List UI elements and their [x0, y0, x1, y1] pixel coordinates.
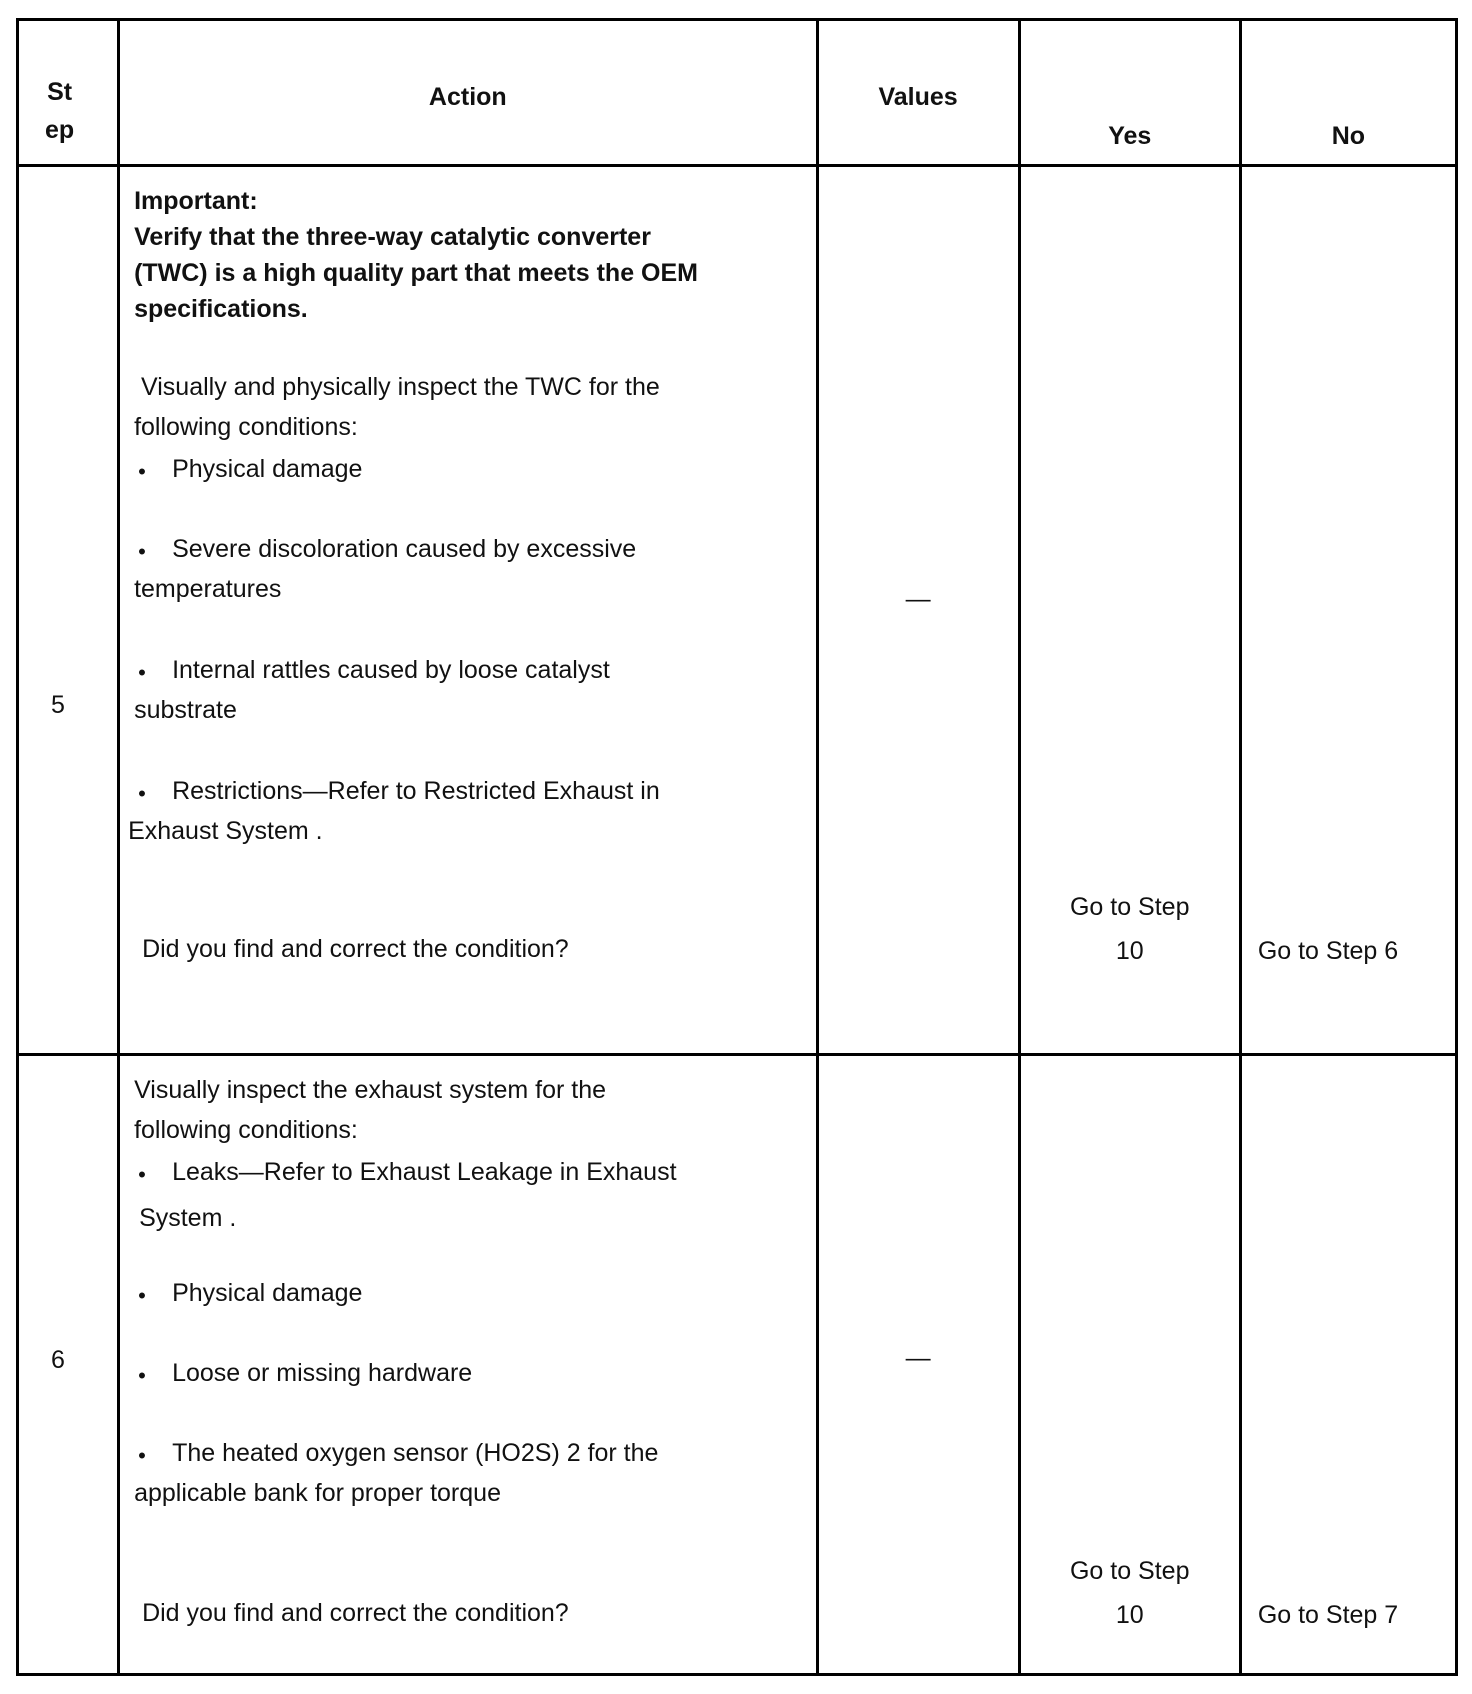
- bullet-icon: •: [138, 539, 146, 564]
- bullet-text-continued: applicable bank for proper torque: [134, 1479, 501, 1507]
- bullet-text: Leaks—Refer to Exhaust Leakage in Exhaust: [172, 1158, 677, 1186]
- bullet-text-continued: System .: [139, 1204, 237, 1232]
- header-action-label: Action: [428, 83, 507, 111]
- bullet-icon: •: [138, 459, 146, 484]
- important-text-line: Verify that the three-way catalytic converter: [134, 223, 651, 251]
- yes-goto-step: 10: [1115, 937, 1144, 965]
- header-yes-label: Yes: [1108, 122, 1152, 150]
- table-row-step-5: [18, 166, 1457, 1055]
- yes-cell: [1019, 166, 1240, 1055]
- header-values-label: Values: [878, 83, 958, 111]
- bullet-text: Internal rattles caused by loose catalyst: [172, 656, 610, 684]
- no-goto-text: Go to Step 6: [1257, 937, 1399, 965]
- bullet-text-continued: Exhaust System .: [128, 817, 323, 845]
- action-cell: [119, 1055, 817, 1675]
- bullet-icon: •: [138, 781, 146, 806]
- header-yes: [1019, 20, 1240, 166]
- step-cell: [18, 1055, 119, 1675]
- intro-text-line: following conditions:: [134, 1116, 358, 1144]
- intro-text-line: Visually inspect the exhaust system for the: [134, 1076, 607, 1104]
- intro-text-line: following conditions:: [134, 413, 358, 441]
- bullet-text: The heated oxygen sensor (HO2S) 2 for the: [172, 1439, 659, 1467]
- bullet-icon: •: [138, 660, 146, 685]
- step-number: 6: [51, 1346, 65, 1374]
- bullet-text-continued: temperatures: [134, 575, 282, 603]
- bullet-text-continued: substrate: [134, 696, 237, 724]
- bullet-icon: •: [138, 1363, 146, 1388]
- action-cell: [119, 166, 817, 1055]
- yes-goto-step: 10: [1115, 1601, 1144, 1629]
- header-step: [18, 20, 119, 166]
- intro-text-line: Visually and physically inspect the TWC for the: [134, 373, 660, 401]
- bullet-icon: •: [138, 1283, 146, 1308]
- bullet-text: Loose or missing hardware: [172, 1359, 473, 1387]
- table-header-row: [18, 20, 1457, 166]
- step-cell: [18, 166, 119, 1055]
- values-cell: [817, 1055, 1019, 1675]
- no-goto-text: Go to Step 7: [1257, 1601, 1399, 1629]
- yes-goto-text: Go to Step: [1069, 893, 1190, 921]
- header-step-label: St ep: [45, 78, 75, 144]
- important-label: Important:: [134, 187, 258, 215]
- step-number: 5: [51, 691, 65, 719]
- bullet-text: Physical damage: [172, 455, 363, 483]
- important-text-line: (TWC) is a high quality part that meets the OEM: [134, 259, 698, 287]
- header-no: [1240, 20, 1456, 166]
- header-no-label: No: [1331, 122, 1366, 150]
- values-text: —: [905, 585, 931, 613]
- table-row-step-6: [18, 1055, 1457, 1675]
- diagnostic-table-page: [16, 18, 1458, 1674]
- bullet-text: Physical damage: [172, 1279, 363, 1307]
- question-text: Did you find and correct the condition?: [142, 935, 569, 963]
- header-values: [817, 20, 1019, 166]
- bullet-text: Restrictions—Refer to Restricted Exhaust in: [172, 777, 660, 805]
- yes-goto-text: Go to Step: [1069, 1557, 1190, 1585]
- yes-cell: [1019, 1055, 1240, 1675]
- diagnostic-steps-table: [16, 18, 1458, 1676]
- values-cell: [817, 166, 1019, 1055]
- header-action: [119, 20, 817, 166]
- no-cell: [1240, 166, 1456, 1055]
- bullet-icon: •: [138, 1162, 146, 1187]
- bullet-icon: •: [138, 1443, 146, 1468]
- values-text: —: [905, 1344, 931, 1372]
- question-text: Did you find and correct the condition?: [142, 1599, 569, 1627]
- important-text-line: specifications.: [134, 295, 308, 323]
- bullet-text: Severe discoloration caused by excessive: [172, 535, 637, 563]
- no-cell: [1240, 1055, 1456, 1675]
